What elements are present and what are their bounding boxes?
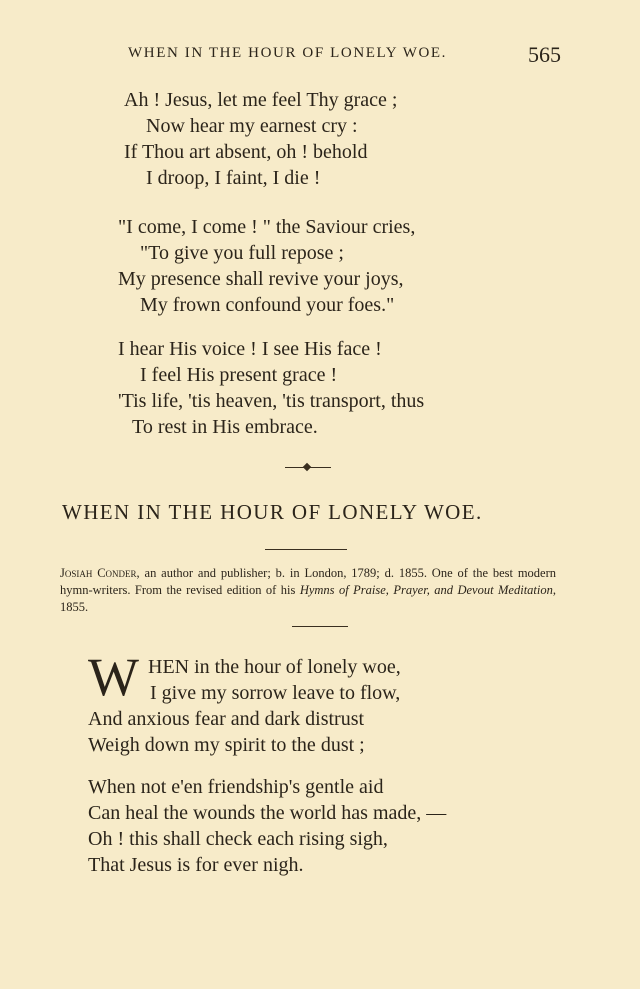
verse-line: Can heal the wounds the world has made, — bbox=[88, 802, 447, 824]
attribution-note bbox=[60, 565, 556, 616]
verse-line: Weigh down my spirit to the dust ; bbox=[88, 734, 365, 756]
hymn-title: WHEN IN THE HOUR OF LONELY WOE. bbox=[62, 500, 483, 524]
verse-line: When not e'en friendship's gentle aid bbox=[88, 776, 384, 798]
previous-hymn-stanza-1 bbox=[124, 87, 397, 191]
verse-line: "I come, I come ! " the Saviour cries, bbox=[118, 216, 416, 238]
verse-line: Ah ! Jesus, let me feel Thy grace ; bbox=[124, 89, 398, 111]
divider-rule bbox=[292, 626, 348, 627]
verse-line: I give my sorrow leave to flow, bbox=[150, 682, 401, 704]
verse-line: I feel His present grace ! bbox=[140, 364, 338, 386]
section-ornament bbox=[285, 467, 331, 470]
verse-line: And anxious fear and dark distrust bbox=[88, 708, 365, 730]
verse-line: 'Tis life, 'tis heaven, 'tis transport, thus bbox=[118, 390, 425, 412]
source-work: Hymns of Praise, Prayer, and Devout Meditation bbox=[299, 583, 553, 597]
running-head: WHEN IN THE HOUR OF LONELY WOE. bbox=[128, 45, 448, 61]
verse-line: That Jesus is for ever nigh. bbox=[88, 854, 304, 876]
verse-line: My frown confound your foes." bbox=[140, 294, 395, 316]
verse-line: If Thou art absent, oh ! behold bbox=[124, 141, 368, 163]
hymn-stanza-1 bbox=[148, 654, 401, 706]
previous-hymn-stanza-2 bbox=[118, 214, 415, 318]
verse-line: I droop, I faint, I die ! bbox=[146, 167, 321, 189]
hymn-stanza-1-cont bbox=[88, 706, 365, 758]
verse-line: My presence shall revive your joys, bbox=[118, 268, 404, 290]
previous-hymn-stanza-3 bbox=[118, 336, 424, 440]
page-number: 565 bbox=[528, 42, 561, 67]
verse-line: Now hear my earnest cry : bbox=[146, 115, 358, 137]
drop-cap: W bbox=[88, 647, 139, 707]
verse-line: HEN in the hour of lonely woe, bbox=[148, 656, 401, 678]
author-bio: , an author and publisher; b. in London, 1789; d. 1855. One of the best modern hymn-writers. From the revised edition of his bbox=[60, 566, 556, 597]
author-name: Josiah Conder bbox=[60, 566, 137, 580]
divider-rule bbox=[265, 549, 347, 550]
hymn-stanza-2 bbox=[88, 774, 446, 878]
verse-line: I hear His voice ! I see His face ! bbox=[118, 338, 382, 360]
verse-line: "To give you full repose ; bbox=[140, 242, 344, 264]
verse-line: Oh ! this shall check each rising sigh, bbox=[88, 828, 388, 850]
verse-line: To rest in His embrace. bbox=[132, 416, 318, 438]
source-year: , 1855. bbox=[60, 583, 556, 614]
